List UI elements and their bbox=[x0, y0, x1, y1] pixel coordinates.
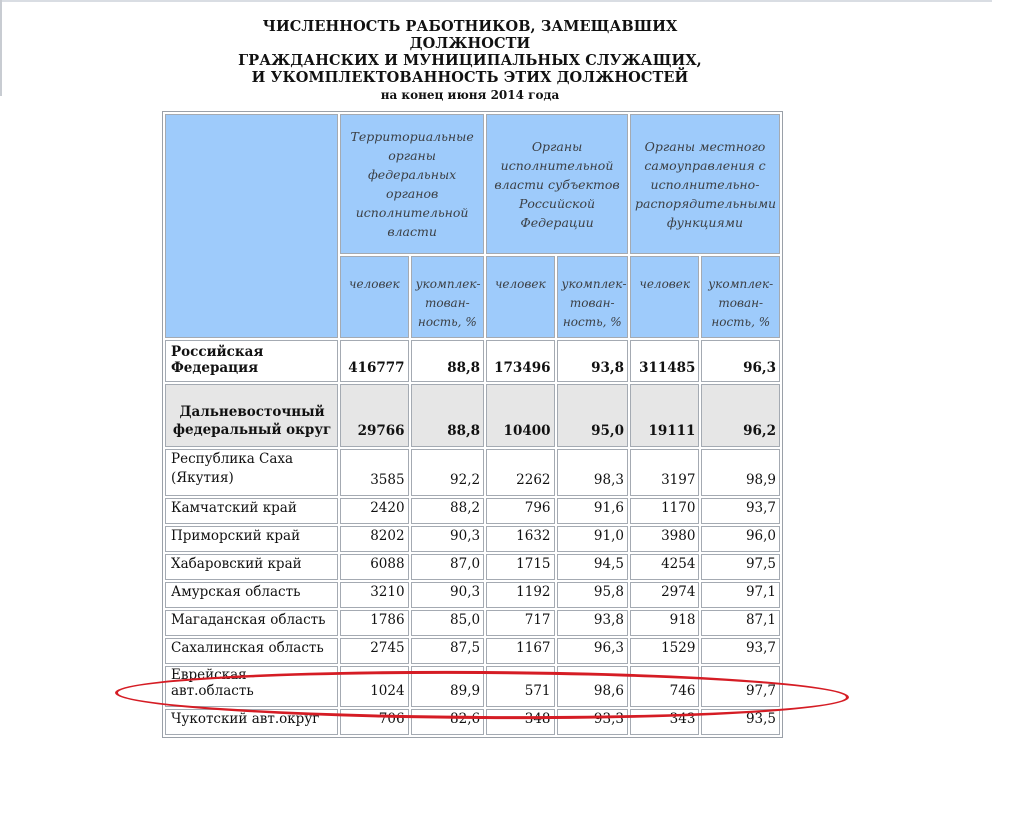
cell-value: 93,3 bbox=[557, 709, 628, 735]
cell-value: 343 bbox=[630, 709, 699, 735]
row-name: Республика Саха (Якутия) bbox=[165, 449, 338, 496]
cell-value: 93,7 bbox=[701, 498, 780, 524]
cell-value: 1192 bbox=[486, 582, 554, 608]
cell-value: 173496 bbox=[486, 340, 554, 382]
cell-value: 89,9 bbox=[411, 666, 485, 707]
cell-value: 95,8 bbox=[557, 582, 628, 608]
cell-value: 29766 bbox=[340, 384, 408, 447]
cell-value: 348 bbox=[486, 709, 554, 735]
header-regional-organs: Органы исполнительной власти субъектов Российской Федерации bbox=[486, 114, 628, 254]
cell-value: 96,3 bbox=[701, 340, 780, 382]
cell-value: 88,8 bbox=[411, 340, 485, 382]
table-row bbox=[165, 449, 780, 496]
cell-value: 1632 bbox=[486, 526, 554, 552]
cell-value: 97,1 bbox=[701, 582, 780, 608]
cell-value: 93,5 bbox=[701, 709, 780, 735]
cell-value: 2974 bbox=[630, 582, 699, 608]
title-line-2: ГРАЖДАНСКИХ И МУНИЦИПАЛЬНЫХ СЛУЖАЩИХ, bbox=[238, 52, 702, 69]
cell-value: 87,1 bbox=[701, 610, 780, 636]
table-row bbox=[165, 610, 780, 636]
cell-value: 91,0 bbox=[557, 526, 628, 552]
row-name: Амурская область bbox=[165, 582, 338, 608]
cell-value: 796 bbox=[486, 498, 554, 524]
cell-value: 98,6 bbox=[557, 666, 628, 707]
row-name: Российская Федерация bbox=[165, 340, 338, 382]
header-people: человек bbox=[486, 256, 554, 338]
cell-value: 571 bbox=[486, 666, 554, 707]
cell-value: 3197 bbox=[630, 449, 699, 496]
cell-value: 311485 bbox=[630, 340, 699, 382]
left-divider bbox=[0, 0, 2, 96]
cell-value: 93,8 bbox=[557, 610, 628, 636]
cell-value: 87,5 bbox=[411, 638, 485, 664]
cell-value: 90,3 bbox=[411, 526, 485, 552]
table-row bbox=[165, 384, 780, 447]
cell-value: 4254 bbox=[630, 554, 699, 580]
row-name: Чукотский авт.округ bbox=[165, 709, 338, 735]
header-people: человек bbox=[630, 256, 699, 338]
cell-value: 93,8 bbox=[557, 340, 628, 382]
cell-value: 2262 bbox=[486, 449, 554, 496]
cell-value: 1167 bbox=[486, 638, 554, 664]
cell-value: 85,0 bbox=[411, 610, 485, 636]
table-row bbox=[165, 340, 780, 382]
cell-value: 97,5 bbox=[701, 554, 780, 580]
cell-value: 10400 bbox=[486, 384, 554, 447]
header-staffing: укомплек-тован-ность, % bbox=[701, 256, 780, 338]
row-name: Дальневосточный федеральный округ bbox=[165, 384, 338, 447]
header-people: человек bbox=[340, 256, 408, 338]
document-title bbox=[200, 18, 740, 105]
cell-value: 6088 bbox=[340, 554, 408, 580]
header-staffing: укомплек-тован-ность, % bbox=[411, 256, 485, 338]
document-subtitle: на конец июня 2014 года bbox=[380, 88, 560, 102]
cell-value: 91,6 bbox=[557, 498, 628, 524]
header-staffing: укомплек-тован-ность, % bbox=[557, 256, 628, 338]
cell-value: 96,0 bbox=[701, 526, 780, 552]
cell-value: 96,3 bbox=[557, 638, 628, 664]
row-name: Сахалинская область bbox=[165, 638, 338, 664]
cell-value: 1170 bbox=[630, 498, 699, 524]
cell-value: 717 bbox=[486, 610, 554, 636]
cell-value: 1529 bbox=[630, 638, 699, 664]
cell-value: 94,5 bbox=[557, 554, 628, 580]
cell-value: 98,9 bbox=[701, 449, 780, 496]
cell-value: 1715 bbox=[486, 554, 554, 580]
cell-value: 88,2 bbox=[411, 498, 485, 524]
cell-value: 2745 bbox=[340, 638, 408, 664]
cell-value: 92,2 bbox=[411, 449, 485, 496]
title-line-1: ЧИСЛЕННОСТЬ РАБОТНИКОВ, ЗАМЕЩАВШИХ ДОЛЖНОСТИ bbox=[262, 18, 678, 52]
cell-value: 95,0 bbox=[557, 384, 628, 447]
table-row bbox=[165, 554, 780, 580]
row-name: Еврейская авт.область bbox=[165, 666, 338, 707]
row-name: Хабаровский край bbox=[165, 554, 338, 580]
table-row bbox=[165, 498, 780, 524]
cell-value: 8202 bbox=[340, 526, 408, 552]
cell-value: 93,7 bbox=[701, 638, 780, 664]
table-row bbox=[165, 638, 780, 664]
cell-value: 2420 bbox=[340, 498, 408, 524]
cell-value: 96,2 bbox=[701, 384, 780, 447]
cell-value: 19111 bbox=[630, 384, 699, 447]
cell-value: 1786 bbox=[340, 610, 408, 636]
header-row-groups bbox=[165, 114, 780, 254]
cell-value: 3980 bbox=[630, 526, 699, 552]
row-name: Магаданская область bbox=[165, 610, 338, 636]
header-federal-organs: Территориальные органы федеральных органов исполнительной власти bbox=[340, 114, 484, 254]
table-row bbox=[165, 526, 780, 552]
cell-value: 416777 bbox=[340, 340, 408, 382]
cell-value: 1024 bbox=[340, 666, 408, 707]
header-local-self-government: Органы местного самоуправления с исполнительно-распорядительными функциями bbox=[630, 114, 780, 254]
table-row bbox=[165, 709, 780, 735]
cell-value: 706 bbox=[340, 709, 408, 735]
cell-value: 90,3 bbox=[411, 582, 485, 608]
cell-value: 918 bbox=[630, 610, 699, 636]
cell-value: 3585 bbox=[340, 449, 408, 496]
cell-value: 88,8 bbox=[411, 384, 485, 447]
statistics-table bbox=[162, 111, 783, 738]
table-row bbox=[165, 582, 780, 608]
title-line-3: И УКОМПЛЕКТОВАННОСТЬ ЭТИХ ДОЛЖНОСТЕЙ bbox=[251, 69, 689, 86]
cell-value: 3210 bbox=[340, 582, 408, 608]
row-name: Камчатский край bbox=[165, 498, 338, 524]
cell-value: 97,7 bbox=[701, 666, 780, 707]
row-name: Приморский край bbox=[165, 526, 338, 552]
top-divider bbox=[0, 0, 992, 2]
cell-value: 82,6 bbox=[411, 709, 485, 735]
table-row-highlighted bbox=[165, 666, 780, 707]
cell-value: 746 bbox=[630, 666, 699, 707]
cell-value: 98,3 bbox=[557, 449, 628, 496]
header-corner-cell bbox=[165, 114, 338, 338]
cell-value: 87,0 bbox=[411, 554, 485, 580]
